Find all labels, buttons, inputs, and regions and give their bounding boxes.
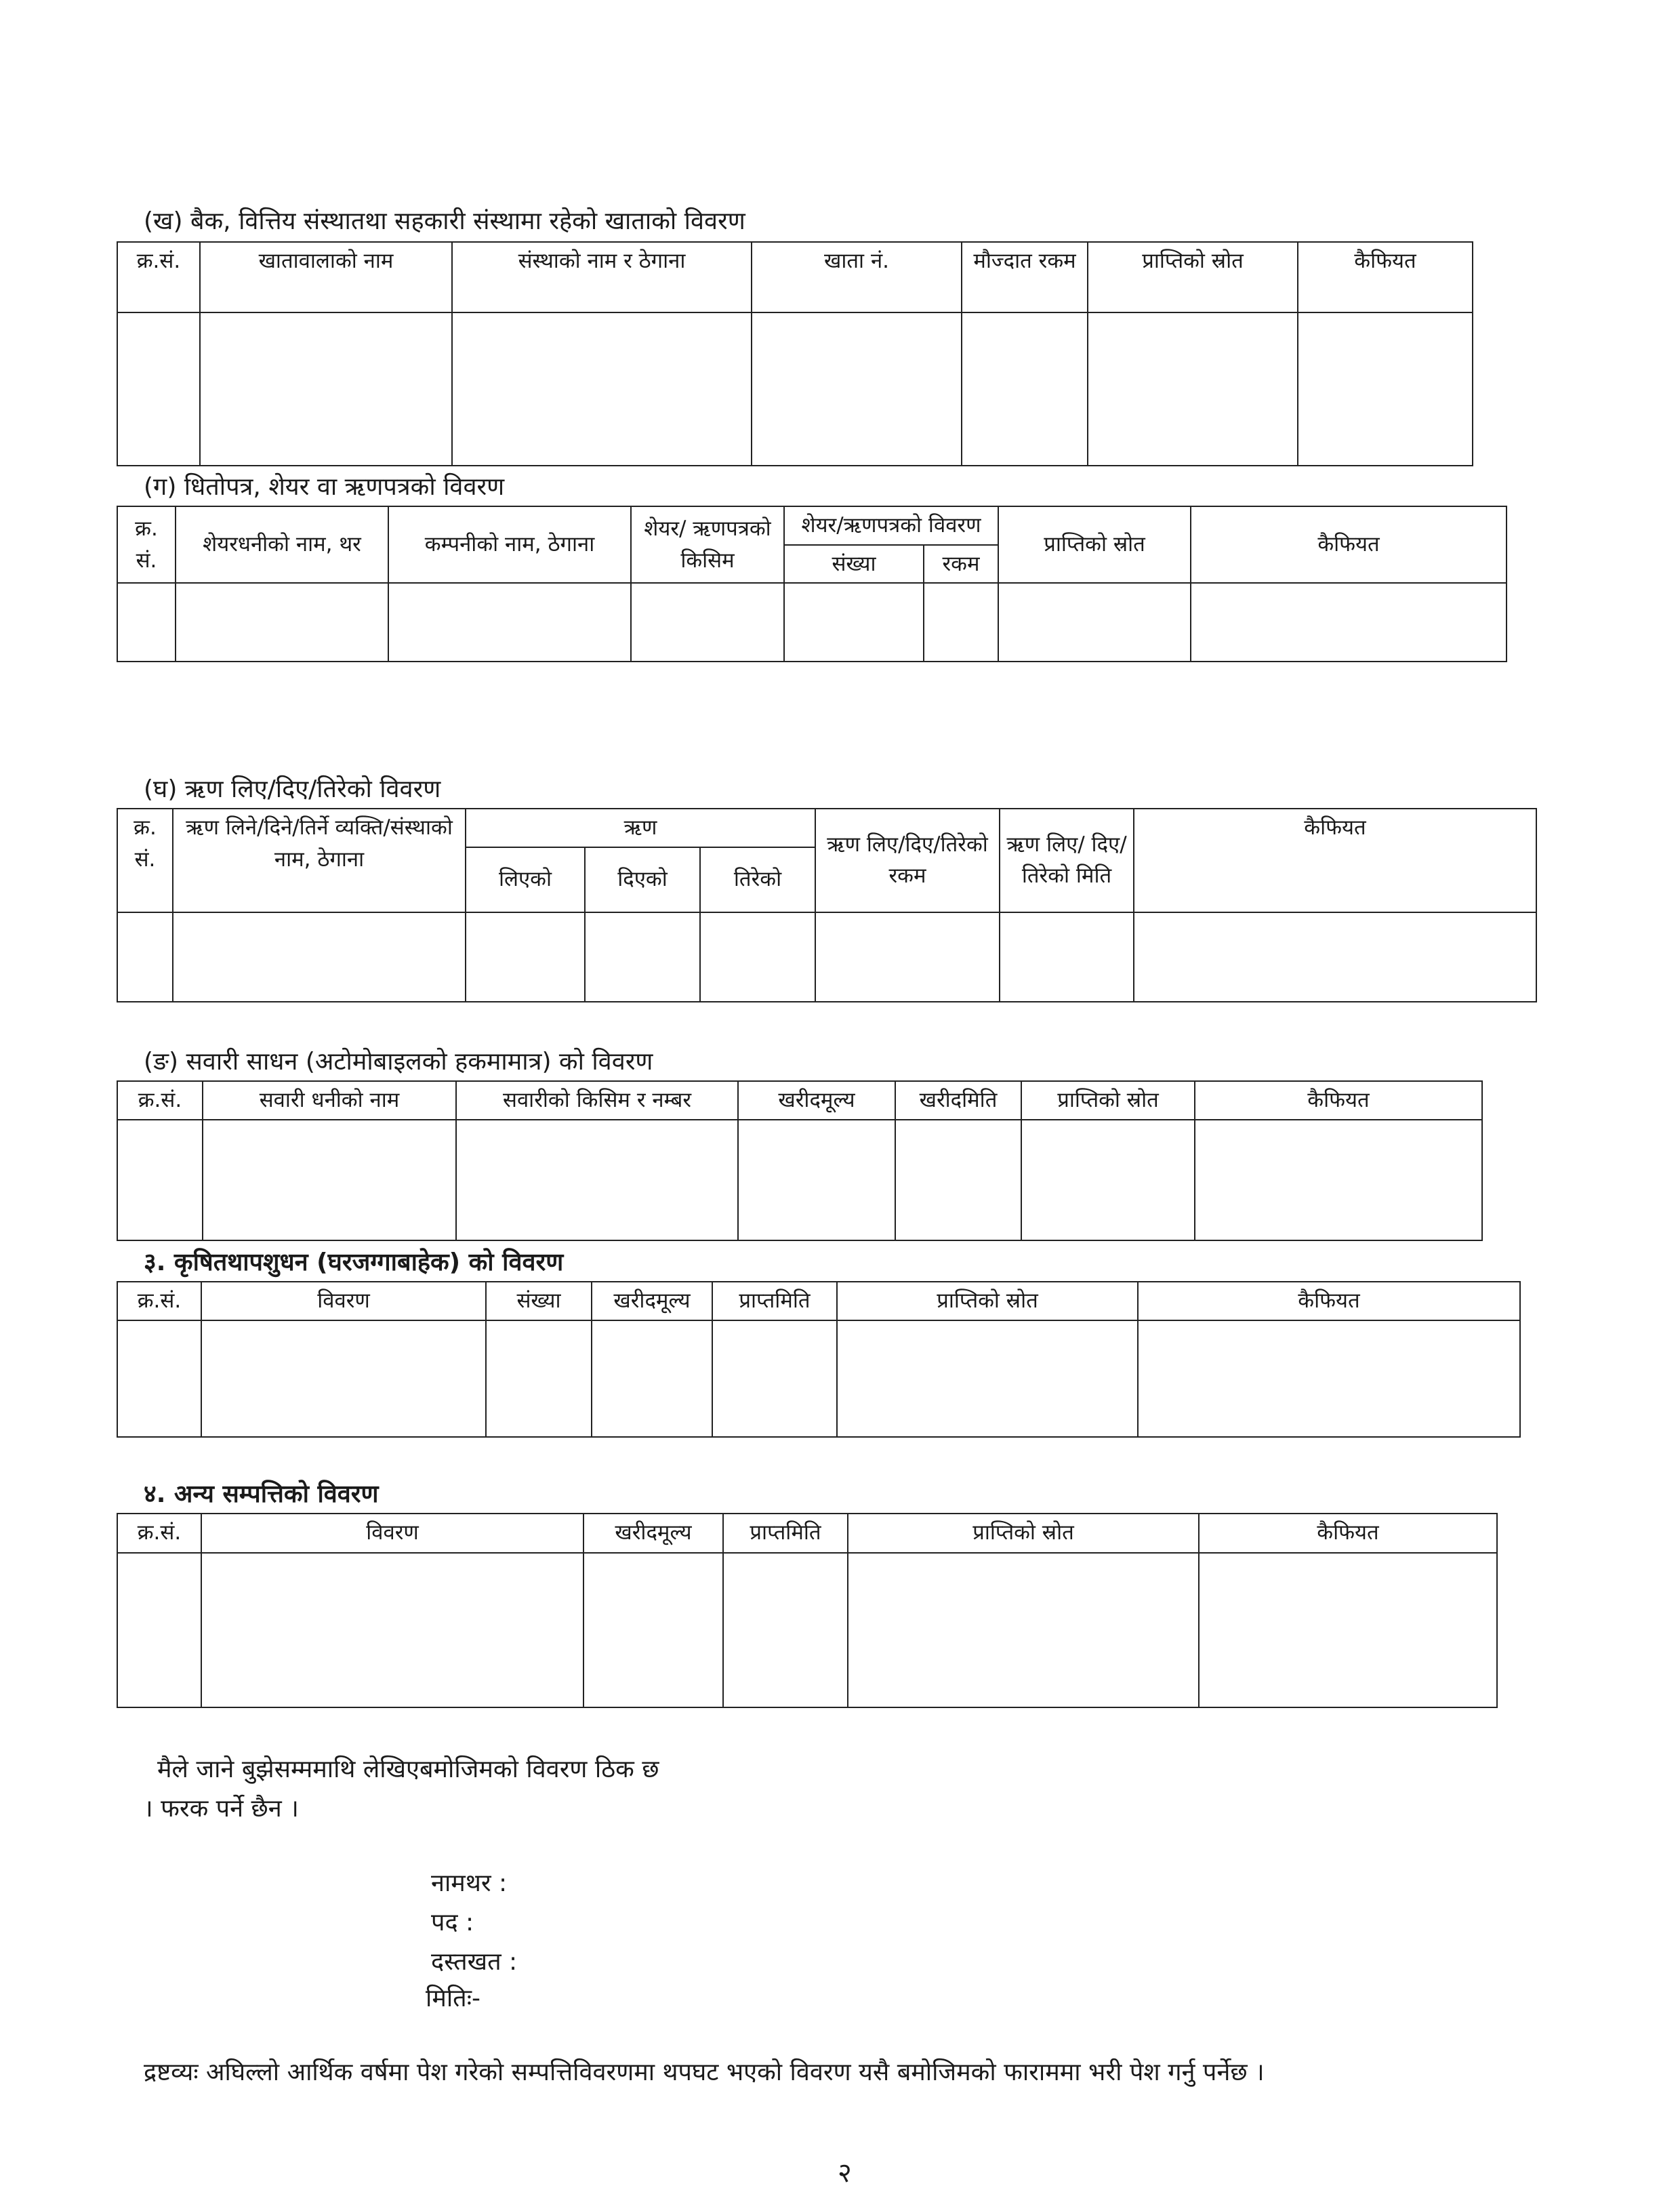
blank-cell[interactable] (712, 1320, 837, 1437)
col-header-lender-borrower: ऋण लिने/दिने/तिर्ने व्यक्ति/संस्थाको नाम, ठेगाना (173, 809, 466, 912)
table-row (117, 583, 1507, 662)
blank-cell[interactable] (452, 312, 752, 466)
other-property-table (117, 1513, 1498, 1708)
signature-sign-label: दस्तखत : (431, 1948, 518, 1976)
col-header-remarks: कैफियत (1195, 1081, 1482, 1120)
table-row (117, 1553, 1497, 1707)
col-header-sn: क्र. सं. (117, 506, 176, 583)
col-header-description: विवरण (201, 1282, 486, 1320)
blank-cell[interactable] (173, 912, 466, 1002)
col-header-description: विवरण (201, 1514, 583, 1553)
declaration-line-1: मैले जाने बुझेसम्ममाथि लेखिएबमोजिमको विवरण ठिक छ (157, 1756, 659, 1783)
col-header-purchase-price: खरीदमूल्य (583, 1514, 723, 1553)
declaration-line-2: । फरक पर्ने छैन । (144, 1795, 299, 1823)
blank-cell[interactable] (117, 1553, 201, 1707)
table-row (117, 312, 1473, 466)
blank-cell[interactable] (117, 1120, 203, 1240)
col-header-sn: क्र.सं. (117, 1081, 203, 1120)
col-header-remarks: कैफियत (1138, 1282, 1520, 1320)
blank-cell[interactable] (848, 1553, 1199, 1707)
col-header-sn: क्र.सं. (117, 1514, 201, 1553)
section-gha-title: (घ) ऋण लिए/दिए/तिरेको विवरण (144, 775, 441, 803)
loan-table (117, 808, 1537, 1002)
col-header-remarks: कैफियत (1134, 809, 1536, 912)
blank-cell[interactable] (815, 912, 1000, 1002)
col-header-security-detail: शेयर/ऋणपत्रको विवरण (784, 506, 998, 545)
col-header-purchase-date: खरीदमिति (895, 1081, 1021, 1120)
col-header-balance: मौज्दात रकम (962, 242, 1088, 312)
col-header-loan-amount: ऋण लिए/दिए/तिरेको रकम (815, 809, 1000, 912)
col-header-amount: रकम (924, 545, 998, 584)
blank-cell[interactable] (388, 583, 631, 662)
blank-cell[interactable] (1138, 1320, 1520, 1437)
securities-table (117, 506, 1507, 662)
col-header-account-holder: खातावालाको नाम (200, 242, 452, 312)
col-header-remarks: कैफियत (1298, 242, 1473, 312)
blank-cell[interactable] (1000, 912, 1134, 1002)
blank-cell[interactable] (1199, 1553, 1497, 1707)
bank-account-table (117, 241, 1473, 466)
col-header-acquired-date: प्राप्तमिति (712, 1282, 837, 1320)
col-header-remarks: कैफियत (1199, 1514, 1497, 1553)
col-header-sn: क्र.सं. (117, 1282, 201, 1320)
section-agri-title: ३. कृषितथापशुधन (घरजग्गाबाहेक) को विवरण (144, 1249, 564, 1276)
table-row (117, 912, 1536, 1002)
signature-name-label: नामथर : (431, 1869, 508, 1897)
page-number: २ (838, 2157, 852, 2189)
col-header-remarks: कैफियत (1191, 506, 1507, 583)
blank-cell[interactable] (924, 583, 998, 662)
col-header-source: प्राप्तिको स्रोत (998, 506, 1191, 583)
col-header-account-no: खाता नं. (752, 242, 962, 312)
blank-cell[interactable] (176, 583, 388, 662)
note-text: द्रष्टव्यः अघिल्लो आर्थिक वर्षमा पेश गरेको सम्पत्तिविवरणमा थपघट भएको विवरण यसै बमोजिमको फाराममा भरी पेश गर्नु पर्नेछ । (144, 2059, 1265, 2086)
blank-cell[interactable] (466, 912, 585, 1002)
col-header-owner: सवारी धनीको नाम (203, 1081, 456, 1120)
col-header-given: दिएको (585, 847, 700, 912)
signature-post-label: पद : (431, 1909, 474, 1936)
blank-cell[interactable] (784, 583, 924, 662)
blank-cell[interactable] (200, 312, 452, 466)
col-header-vehicle-type-number: सवारीको किसिम र नम्बर (456, 1081, 738, 1120)
col-header-sn: क्र.सं. (117, 242, 200, 312)
blank-cell[interactable] (1021, 1120, 1195, 1240)
blank-cell[interactable] (117, 912, 173, 1002)
blank-cell[interactable] (1134, 912, 1536, 1002)
blank-cell[interactable] (592, 1320, 712, 1437)
col-header-purchase-price: खरीदमूल्य (738, 1081, 895, 1120)
blank-cell[interactable] (201, 1553, 583, 1707)
col-header-quantity: संख्या (486, 1282, 592, 1320)
col-header-acquired-date: प्राप्तमिति (723, 1514, 848, 1553)
blank-cell[interactable] (837, 1320, 1138, 1437)
col-header-source: प्राप्तिको स्रोत (837, 1282, 1138, 1320)
blank-cell[interactable] (117, 312, 200, 466)
col-header-paid: तिरेको (700, 847, 815, 912)
col-header-taken: लिएको (466, 847, 585, 912)
blank-cell[interactable] (456, 1120, 738, 1240)
blank-cell[interactable] (752, 312, 962, 466)
blank-cell[interactable] (962, 312, 1088, 466)
blank-cell[interactable] (723, 1553, 848, 1707)
agriculture-table (117, 1281, 1521, 1438)
col-header-source: प्राप्तिको स्रोत (848, 1514, 1199, 1553)
blank-cell[interactable] (631, 583, 784, 662)
vehicle-table (117, 1080, 1483, 1241)
section-kha-title: (ख) बैक, वित्तिय संस्थातथा सहकारी संस्थामा रहेको खाताको विवरण (144, 207, 745, 235)
blank-cell[interactable] (201, 1320, 486, 1437)
blank-cell[interactable] (1298, 312, 1473, 466)
col-header-sn: क्र. सं. (117, 809, 173, 912)
blank-cell[interactable] (117, 583, 176, 662)
col-header-shareholder: शेयरधनीको नाम, थर (176, 506, 388, 583)
table-row (117, 1120, 1482, 1240)
table-row (117, 1320, 1520, 1437)
col-header-institution: संस्थाको नाम र ठेगाना (452, 242, 752, 312)
col-header-loan: ऋण (466, 809, 815, 847)
col-header-count: संख्या (784, 545, 924, 584)
blank-cell[interactable] (895, 1120, 1021, 1240)
col-header-security-type: शेयर/ ऋणपत्रको किसिम (631, 506, 784, 583)
blank-cell[interactable] (700, 912, 815, 1002)
blank-cell[interactable] (1088, 312, 1298, 466)
blank-cell[interactable] (583, 1553, 723, 1707)
blank-cell[interactable] (585, 912, 700, 1002)
col-header-company: कम्पनीको नाम, ठेगाना (388, 506, 631, 583)
blank-cell[interactable] (1195, 1120, 1482, 1240)
blank-cell[interactable] (998, 583, 1191, 662)
blank-cell[interactable] (738, 1120, 895, 1240)
col-header-source: प्राप्तिको स्रोत (1021, 1081, 1195, 1120)
blank-cell[interactable] (117, 1320, 201, 1437)
blank-cell[interactable] (203, 1120, 456, 1240)
signature-date-label: मितिः- (426, 1985, 480, 2012)
section-nga-title: (ङ) सवारी साधन (अटोमोबाइलको हकमामात्र) को विवरण (144, 1048, 653, 1076)
col-header-source: प्राप्तिको स्रोत (1088, 242, 1298, 312)
section-ga-title: (ग) धितोपत्र, शेयर वा ऋणपत्रको विवरण (144, 473, 505, 501)
blank-cell[interactable] (1191, 583, 1507, 662)
blank-cell[interactable] (486, 1320, 592, 1437)
col-header-loan-date: ऋण लिए/ दिए/तिरेको मिति (1000, 809, 1134, 912)
col-header-purchase-price: खरीदमूल्य (592, 1282, 712, 1320)
section-other-title: ४. अन्य सम्पत्तिको विवरण (144, 1480, 379, 1508)
